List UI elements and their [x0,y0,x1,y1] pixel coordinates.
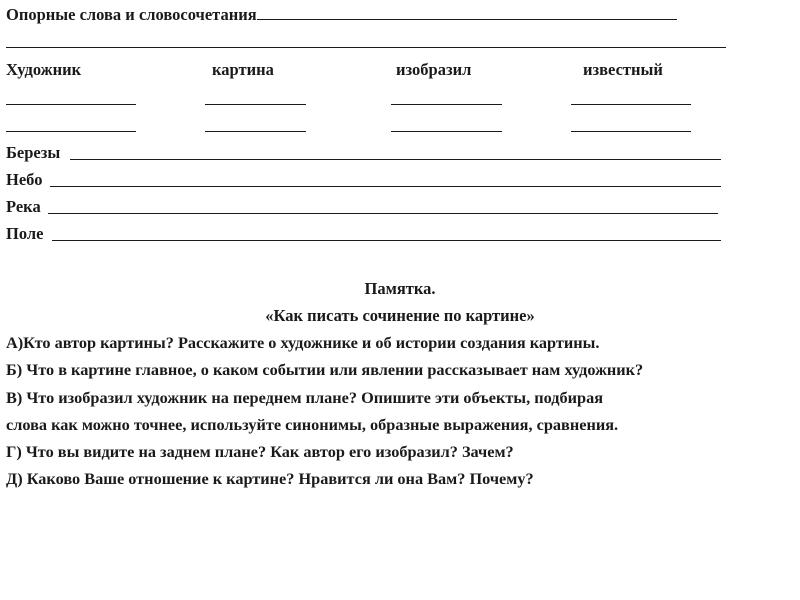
row-blank-field[interactable] [52,240,721,241]
row-label-river: Река [6,197,41,216]
memo-line-b: Б) Что в картине главное, о каком событии или явлении рассказывает нам художник? [6,360,644,379]
row-blank-birches[interactable] [70,159,721,160]
column-blank-painting-2[interactable] [205,131,306,132]
column-blank-artist-1[interactable] [6,104,136,105]
memo-line-a: А)Кто автор картины? Расскажите о художнике и об истории создания картины. [6,333,600,352]
row-label-field: Поле [6,224,44,243]
column-header-famous: известный [583,60,663,79]
row-label-sky: Небо [6,170,43,189]
memo-line-v-cont: слова как можно точнее, используйте синонимы, образные выражения, сравнения. [6,415,619,434]
column-header-painting: картина [212,60,274,79]
column-header-artist: Художник [6,60,82,79]
keywords-label-line [6,5,677,25]
keywords-blank-1[interactable] [257,5,677,20]
memo-subtitle: «Как писать сочинение по картине» [265,306,535,325]
keywords-blank-2[interactable] [6,47,726,48]
column-header-depicted: изобразил [396,60,472,79]
column-blank-painting-1[interactable] [205,104,306,105]
row-blank-river[interactable] [48,213,718,214]
column-blank-depicted-2[interactable] [391,131,502,132]
row-blank-sky[interactable] [50,186,721,187]
column-blank-artist-2[interactable] [6,131,136,132]
memo-line-d: Д) Каково Ваше отношение к картине? Нравится ли она Вам? Почему? [6,469,534,488]
column-blank-famous-2[interactable] [571,131,691,132]
row-label-birches: Березы [6,143,61,162]
column-blank-famous-1[interactable] [571,104,691,105]
keywords-label: Опорные слова и словосочетания [6,5,257,24]
memo-title: Памятка. [364,279,436,298]
memo-line-v: В) Что изобразил художник на переднем плане? Опишите эти объекты, подбирая [6,388,604,407]
memo-line-g: Г) Что вы видите на заднем плане? Как автор его изобразил? Зачем? [6,442,514,461]
column-blank-depicted-1[interactable] [391,104,502,105]
